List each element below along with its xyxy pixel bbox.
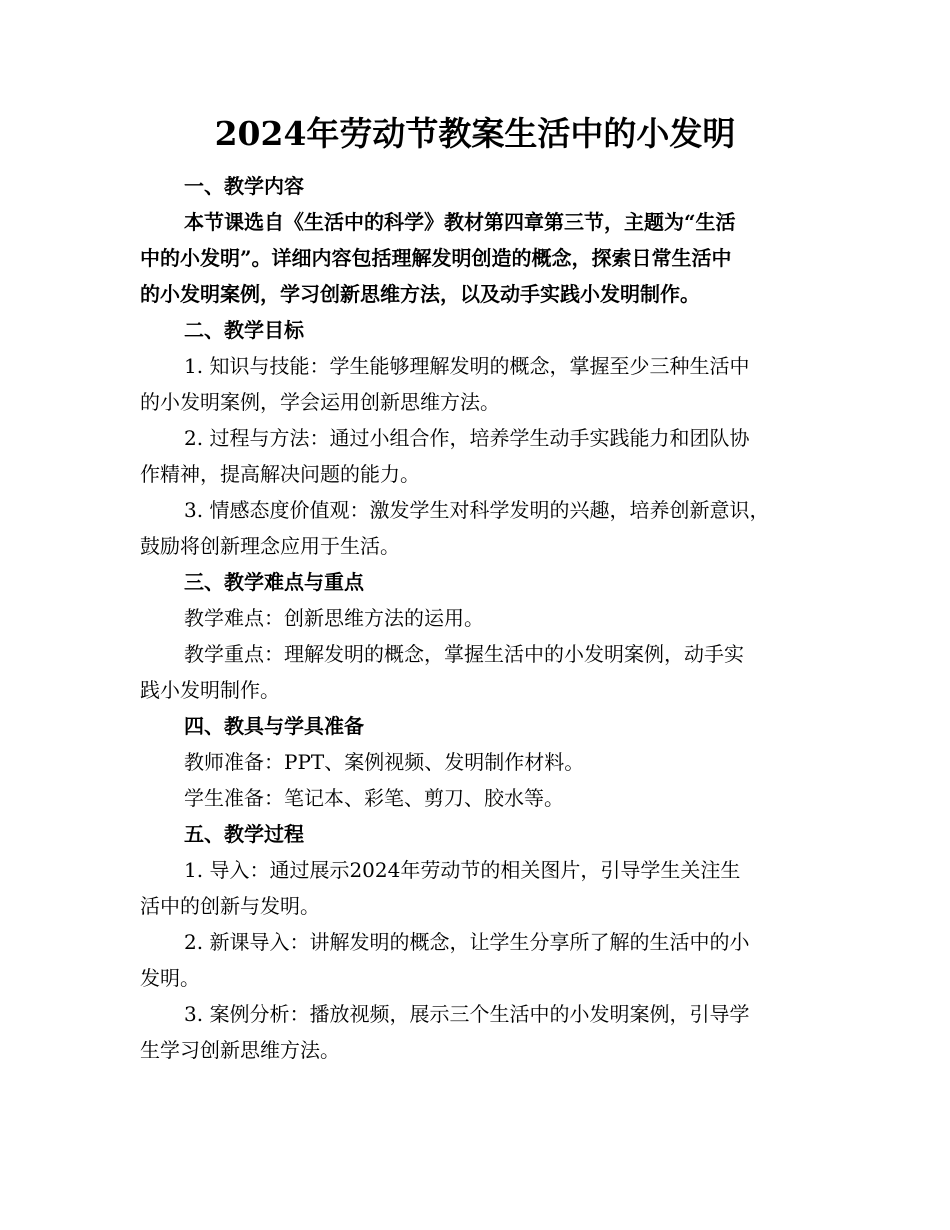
paragraph-line: 作精神，提高解决问题的能力。 [140,462,420,486]
section-teaching-materials [140,708,812,816]
paragraph-line: 的小发明案例，学习创新思维方法，以及动手实践小发明制作。 [140,282,700,306]
paragraph-line: 活中的创新与发明。 [140,894,320,918]
section-teaching-content [140,168,812,312]
section-heading: 二、教学目标 [184,318,304,342]
section-teaching-goals [140,312,812,564]
paragraph-line: 2. 过程与方法：通过小组合作，培养学生动手实践能力和团队协 [184,426,750,450]
document-title: 2024年劳动节教案生活中的小发明 [214,114,736,153]
paragraph-line: 的小发明案例，学会运用创新思维方法。 [140,390,500,414]
paragraph-line: 2. 新课导入：讲解发明的概念，让学生分享所了解的生活中的小 [184,930,750,954]
paragraph-line: 1. 知识与技能：学生能够理解发明的概念，掌握至少三种生活中 [184,354,750,378]
section-heading: 四、教具与学具准备 [184,714,364,738]
paragraph-line: 鼓励将创新理念应用于生活。 [140,534,400,558]
paragraph-line: 教学难点：创新思维方法的运用。 [184,606,484,630]
paragraph-line: 教师准备：PPT、案例视频、发明制作材料。 [184,750,585,774]
section-heading: 三、教学难点与重点 [184,570,364,594]
paragraph-line: 生学习创新思维方法。 [140,1038,340,1062]
paragraph-line: 践小发明制作。 [140,678,280,702]
paragraph-line: 3. 情感态度价值观：激发学生对科学发明的兴趣，培养创新意识， [184,498,770,522]
paragraph-line: 本节课选自《生活中的科学》教材第四章第三节，主题为“生活 [184,210,736,234]
paragraph-line: 发明。 [140,966,200,990]
section-teaching-process [140,816,812,1068]
document-body [140,168,812,1068]
section-heading: 五、教学过程 [184,822,304,846]
paragraph-line: 中的小发明”。详细内容包括理解发明创造的概念，探索日常生活中 [140,246,732,270]
section-heading: 一、教学内容 [184,174,304,198]
paragraph-line: 3. 案例分析：播放视频，展示三个生活中的小发明案例，引导学 [184,1002,750,1026]
paragraph-line: 学生准备：笔记本、彩笔、剪刀、胶水等。 [184,786,564,810]
paragraph-line: 1. 导入：通过展示2024年劳动节的相关图片，引导学生关注生 [184,858,741,882]
paragraph-line: 教学重点：理解发明的概念，掌握生活中的小发明案例，动手实 [184,642,744,666]
section-difficulties-and-key-points [140,564,812,708]
